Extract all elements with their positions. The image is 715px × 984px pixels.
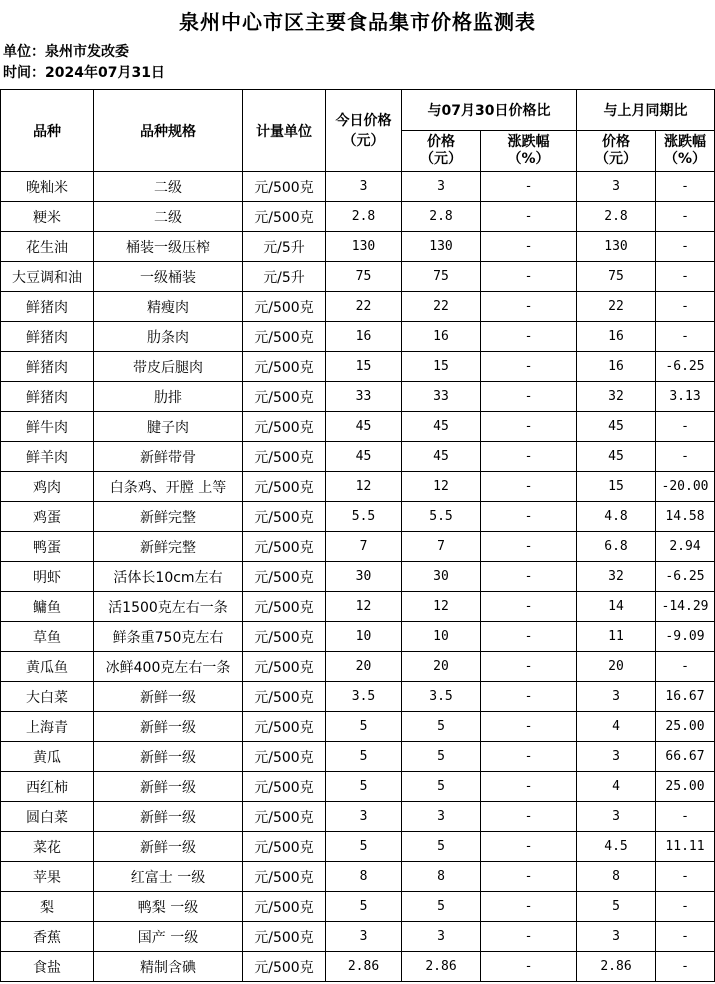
cell-variety: 鲜猪肉 [1, 322, 94, 352]
cell-prev-day-price: 45 [402, 412, 481, 442]
cell-spec: 新鲜一级 [94, 802, 243, 832]
cell-variety: 梨 [1, 892, 94, 922]
cell-prev-day-price: 16 [402, 322, 481, 352]
table-row [1, 652, 715, 682]
cell-variety: 西红柿 [1, 772, 94, 802]
cell-prev-day-change: - [481, 262, 577, 292]
cell-last-month-price: 16 [577, 322, 656, 352]
cell-unit: 元/500克 [243, 802, 326, 832]
cell-last-month-price: 32 [577, 382, 656, 412]
header-spec: 品种规格 [94, 90, 243, 172]
cell-last-month-price: 4 [577, 772, 656, 802]
cell-unit: 元/500克 [243, 472, 326, 502]
cell-last-month-price: 2.8 [577, 202, 656, 232]
cell-today-price: 5 [326, 832, 402, 862]
cell-last-month-price: 3 [577, 742, 656, 772]
cell-today-price: 15 [326, 352, 402, 382]
cell-unit: 元/500克 [243, 832, 326, 862]
cell-prev-day-price: 5 [402, 892, 481, 922]
cell-spec: 新鲜一级 [94, 682, 243, 712]
cell-prev-day-change: - [481, 232, 577, 262]
cell-last-month-price: 16 [577, 352, 656, 382]
cell-today-price: 3.5 [326, 682, 402, 712]
cell-spec: 活体长10cm左右 [94, 562, 243, 592]
cell-last-month-change: 11.11 [656, 832, 715, 862]
cell-today-price: 22 [326, 292, 402, 322]
cell-prev-day-change: - [481, 832, 577, 862]
cell-last-month-price: 15 [577, 472, 656, 502]
cell-spec: 一级桶装 [94, 262, 243, 292]
cell-unit: 元/500克 [243, 622, 326, 652]
cell-today-price: 5 [326, 742, 402, 772]
cell-prev-day-change: - [481, 292, 577, 322]
cell-last-month-price: 14 [577, 592, 656, 622]
cell-today-price: 20 [326, 652, 402, 682]
cell-variety: 明虾 [1, 562, 94, 592]
cell-variety: 鲜羊肉 [1, 442, 94, 472]
cell-today-price: 45 [326, 442, 402, 472]
cell-prev-day-change: - [481, 892, 577, 922]
cell-unit: 元/500克 [243, 922, 326, 952]
cell-prev-day-change: - [481, 442, 577, 472]
header-vs-prev-day: 与07月30日价格比 [402, 90, 577, 131]
cell-last-month-price: 4 [577, 712, 656, 742]
cell-unit: 元/500克 [243, 892, 326, 922]
cell-prev-day-price: 3 [402, 172, 481, 202]
cell-spec: 精制含碘 [94, 952, 243, 982]
cell-today-price: 5 [326, 892, 402, 922]
table-row [1, 562, 715, 592]
cell-variety: 粳米 [1, 202, 94, 232]
table-row [1, 412, 715, 442]
cell-last-month-change: - [656, 952, 715, 982]
cell-variety: 鳙鱼 [1, 592, 94, 622]
cell-today-price: 5.5 [326, 502, 402, 532]
table-row [1, 232, 715, 262]
cell-prev-day-change: - [481, 562, 577, 592]
cell-last-month-change: - [656, 292, 715, 322]
cell-today-price: 2.86 [326, 952, 402, 982]
cell-spec: 新鲜一级 [94, 742, 243, 772]
cell-last-month-change: - [656, 892, 715, 922]
cell-spec: 活1500克左右一条 [94, 592, 243, 622]
cell-last-month-change: - [656, 262, 715, 292]
cell-today-price: 12 [326, 592, 402, 622]
cell-last-month-change: - [656, 172, 715, 202]
cell-spec: 新鲜完整 [94, 532, 243, 562]
cell-prev-day-price: 10 [402, 622, 481, 652]
cell-today-price: 45 [326, 412, 402, 442]
cell-prev-day-price: 33 [402, 382, 481, 412]
cell-today-price: 33 [326, 382, 402, 412]
cell-prev-day-price: 3.5 [402, 682, 481, 712]
cell-unit: 元/500克 [243, 172, 326, 202]
cell-spec: 新鲜一级 [94, 772, 243, 802]
cell-prev-day-change: - [481, 682, 577, 712]
cell-today-price: 8 [326, 862, 402, 892]
cell-today-price: 5 [326, 712, 402, 742]
cell-prev-day-change: - [481, 952, 577, 982]
subheader-change: 涨跌幅（%） [481, 131, 577, 172]
cell-variety: 上海青 [1, 712, 94, 742]
cell-last-month-price: 75 [577, 262, 656, 292]
cell-prev-day-price: 12 [402, 592, 481, 622]
cell-prev-day-change: - [481, 922, 577, 952]
cell-unit: 元/500克 [243, 202, 326, 232]
cell-unit: 元/500克 [243, 532, 326, 562]
cell-last-month-price: 45 [577, 442, 656, 472]
cell-prev-day-price: 45 [402, 442, 481, 472]
cell-prev-day-price: 5 [402, 832, 481, 862]
cell-last-month-price: 130 [577, 232, 656, 262]
table-row [1, 322, 715, 352]
cell-spec: 二级 [94, 172, 243, 202]
cell-today-price: 10 [326, 622, 402, 652]
cell-unit: 元/500克 [243, 322, 326, 352]
cell-variety: 鲜猪肉 [1, 292, 94, 322]
cell-variety: 大豆调和油 [1, 262, 94, 292]
cell-prev-day-change: - [481, 712, 577, 742]
cell-variety: 大白菜 [1, 682, 94, 712]
cell-variety: 鸭蛋 [1, 532, 94, 562]
table-row [1, 922, 715, 952]
cell-spec: 精瘦肉 [94, 292, 243, 322]
cell-unit: 元/500克 [243, 652, 326, 682]
cell-prev-day-change: - [481, 202, 577, 232]
table-row [1, 892, 715, 922]
cell-today-price: 3 [326, 922, 402, 952]
cell-last-month-change: 25.00 [656, 772, 715, 802]
cell-last-month-change: - [656, 202, 715, 232]
cell-last-month-change: -9.09 [656, 622, 715, 652]
cell-last-month-price: 5 [577, 892, 656, 922]
cell-today-price: 12 [326, 472, 402, 502]
cell-spec: 新鲜完整 [94, 502, 243, 532]
table-row [1, 502, 715, 532]
cell-spec: 白条鸡、开膛 上等 [94, 472, 243, 502]
table-row [1, 832, 715, 862]
cell-unit: 元/500克 [243, 382, 326, 412]
cell-variety: 鸡肉 [1, 472, 94, 502]
time-line: 时间：2024年07月31日 [3, 65, 165, 81]
cell-prev-day-price: 3 [402, 802, 481, 832]
cell-today-price: 130 [326, 232, 402, 262]
cell-variety: 鲜牛肉 [1, 412, 94, 442]
cell-prev-day-change: - [481, 802, 577, 832]
cell-unit: 元/500克 [243, 772, 326, 802]
cell-spec: 二级 [94, 202, 243, 232]
cell-unit: 元/500克 [243, 592, 326, 622]
cell-today-price: 7 [326, 532, 402, 562]
subheader-price: 价格（元） [402, 131, 481, 172]
cell-variety: 鸡蛋 [1, 502, 94, 532]
cell-last-month-change: 25.00 [656, 712, 715, 742]
cell-last-month-change: 3.13 [656, 382, 715, 412]
cell-last-month-price: 6.8 [577, 532, 656, 562]
cell-last-month-price: 3 [577, 922, 656, 952]
cell-today-price: 30 [326, 562, 402, 592]
cell-last-month-change: 16.67 [656, 682, 715, 712]
cell-unit: 元/500克 [243, 502, 326, 532]
price-table [0, 89, 715, 982]
cell-last-month-change: - [656, 862, 715, 892]
cell-spec: 国产 一级 [94, 922, 243, 952]
cell-last-month-change: -6.25 [656, 562, 715, 592]
cell-unit: 元/5升 [243, 262, 326, 292]
cell-prev-day-price: 5 [402, 712, 481, 742]
table-row [1, 442, 715, 472]
cell-last-month-price: 45 [577, 412, 656, 442]
cell-prev-day-price: 2.8 [402, 202, 481, 232]
cell-last-month-change: - [656, 232, 715, 262]
table-row [1, 352, 715, 382]
cell-last-month-change: - [656, 322, 715, 352]
header-variety: 品种 [1, 90, 94, 172]
subheader-change: 涨跌幅（%） [656, 131, 715, 172]
cell-prev-day-change: - [481, 622, 577, 652]
cell-last-month-price: 3 [577, 682, 656, 712]
cell-prev-day-change: - [481, 772, 577, 802]
cell-unit: 元/5升 [243, 232, 326, 262]
unit-line: 单位：泉州市发改委 [3, 44, 129, 60]
cell-unit: 元/500克 [243, 712, 326, 742]
cell-last-month-change: - [656, 412, 715, 442]
cell-last-month-price: 22 [577, 292, 656, 322]
cell-spec: 鸭梨 一级 [94, 892, 243, 922]
cell-today-price: 3 [326, 802, 402, 832]
cell-prev-day-price: 5.5 [402, 502, 481, 532]
cell-last-month-price: 3 [577, 802, 656, 832]
cell-prev-day-price: 5 [402, 772, 481, 802]
cell-prev-day-price: 3 [402, 922, 481, 952]
cell-today-price: 3 [326, 172, 402, 202]
header-unit: 计量单位 [243, 90, 326, 172]
cell-prev-day-price: 5 [402, 742, 481, 772]
cell-prev-day-change: - [481, 532, 577, 562]
cell-variety: 香蕉 [1, 922, 94, 952]
cell-last-month-price: 20 [577, 652, 656, 682]
table-row [1, 202, 715, 232]
cell-spec: 肋排 [94, 382, 243, 412]
cell-variety: 鲜猪肉 [1, 352, 94, 382]
cell-prev-day-change: - [481, 862, 577, 892]
table-row [1, 382, 715, 412]
cell-today-price: 2.8 [326, 202, 402, 232]
table-row [1, 262, 715, 292]
cell-variety: 花生油 [1, 232, 94, 262]
cell-prev-day-price: 2.86 [402, 952, 481, 982]
cell-prev-day-change: - [481, 412, 577, 442]
table-row [1, 712, 715, 742]
cell-prev-day-change: - [481, 592, 577, 622]
cell-unit: 元/500克 [243, 562, 326, 592]
cell-unit: 元/500克 [243, 292, 326, 322]
cell-spec: 冰鲜400克左右一条 [94, 652, 243, 682]
table-row [1, 472, 715, 502]
cell-prev-day-price: 7 [402, 532, 481, 562]
cell-variety: 草鱼 [1, 622, 94, 652]
cell-last-month-change: -6.25 [656, 352, 715, 382]
table-row [1, 592, 715, 622]
table-row [1, 742, 715, 772]
cell-last-month-price: 3 [577, 172, 656, 202]
cell-spec: 新鲜带骨 [94, 442, 243, 472]
page-title: 泉州中心市区主要食品集市价格监测表 [179, 10, 536, 34]
cell-last-month-change: 66.67 [656, 742, 715, 772]
cell-unit: 元/500克 [243, 352, 326, 382]
table-row [1, 292, 715, 322]
cell-prev-day-change: - [481, 382, 577, 412]
cell-spec: 腱子肉 [94, 412, 243, 442]
table-row [1, 772, 715, 802]
cell-last-month-change: - [656, 922, 715, 952]
cell-unit: 元/500克 [243, 682, 326, 712]
table-row [1, 622, 715, 652]
cell-prev-day-price: 8 [402, 862, 481, 892]
cell-spec: 新鲜一级 [94, 832, 243, 862]
cell-unit: 元/500克 [243, 412, 326, 442]
cell-last-month-change: -20.00 [656, 472, 715, 502]
cell-prev-day-change: - [481, 172, 577, 202]
cell-variety: 鲜猪肉 [1, 382, 94, 412]
header-vs-last-month: 与上月同期比 [577, 90, 715, 131]
table-row [1, 802, 715, 832]
cell-prev-day-price: 130 [402, 232, 481, 262]
cell-prev-day-price: 30 [402, 562, 481, 592]
cell-spec: 鲜条重750克左右 [94, 622, 243, 652]
cell-last-month-price: 32 [577, 562, 656, 592]
table-header-row [1, 90, 715, 131]
cell-prev-day-change: - [481, 322, 577, 352]
cell-unit: 元/500克 [243, 742, 326, 772]
cell-prev-day-price: 22 [402, 292, 481, 322]
cell-prev-day-change: - [481, 502, 577, 532]
table-row [1, 532, 715, 562]
cell-last-month-price: 8 [577, 862, 656, 892]
cell-variety: 圆白菜 [1, 802, 94, 832]
cell-spec: 肋条肉 [94, 322, 243, 352]
cell-last-month-price: 11 [577, 622, 656, 652]
cell-variety: 黄瓜鱼 [1, 652, 94, 682]
cell-prev-day-price: 75 [402, 262, 481, 292]
table-row [1, 682, 715, 712]
cell-last-month-change: - [656, 442, 715, 472]
cell-prev-day-price: 15 [402, 352, 481, 382]
cell-last-month-change: 14.58 [656, 502, 715, 532]
table-body [1, 172, 715, 982]
table-row [1, 862, 715, 892]
cell-last-month-change: - [656, 802, 715, 832]
cell-spec: 红富士 一级 [94, 862, 243, 892]
cell-variety: 黄瓜 [1, 742, 94, 772]
cell-prev-day-change: - [481, 652, 577, 682]
cell-prev-day-price: 20 [402, 652, 481, 682]
cell-today-price: 5 [326, 772, 402, 802]
cell-variety: 食盐 [1, 952, 94, 982]
cell-unit: 元/500克 [243, 952, 326, 982]
cell-last-month-price: 4.8 [577, 502, 656, 532]
cell-spec: 带皮后腿肉 [94, 352, 243, 382]
cell-prev-day-change: - [481, 472, 577, 502]
cell-unit: 元/500克 [243, 442, 326, 472]
cell-prev-day-price: 12 [402, 472, 481, 502]
cell-today-price: 75 [326, 262, 402, 292]
cell-last-month-price: 4.5 [577, 832, 656, 862]
cell-last-month-price: 2.86 [577, 952, 656, 982]
cell-spec: 新鲜一级 [94, 712, 243, 742]
cell-variety: 苹果 [1, 862, 94, 892]
subheader-price: 价格（元） [577, 131, 656, 172]
cell-today-price: 16 [326, 322, 402, 352]
cell-last-month-change: 2.94 [656, 532, 715, 562]
cell-last-month-change: - [656, 652, 715, 682]
table-row [1, 952, 715, 982]
cell-variety: 晚籼米 [1, 172, 94, 202]
header-today-price: 今日价格（元） [326, 90, 402, 172]
cell-prev-day-change: - [481, 352, 577, 382]
cell-last-month-change: -14.29 [656, 592, 715, 622]
cell-prev-day-change: - [481, 742, 577, 772]
table-row [1, 172, 715, 202]
cell-variety: 菜花 [1, 832, 94, 862]
cell-spec: 桶装一级压榨 [94, 232, 243, 262]
cell-unit: 元/500克 [243, 862, 326, 892]
